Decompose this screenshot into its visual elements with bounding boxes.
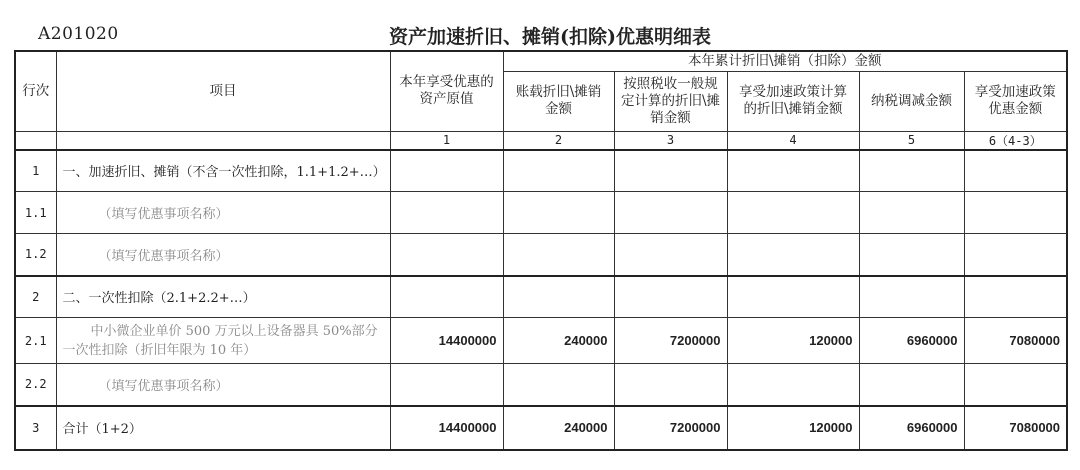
col-number: 5 <box>859 131 964 150</box>
form-title: 资产加速折旧、摊销(扣除)优惠明细表 <box>389 26 711 48</box>
row-no: 3 <box>15 406 56 450</box>
value-cell[interactable]: 14400000 <box>390 406 503 450</box>
header-col6: 享受加速政策优惠金额 <box>964 71 1067 131</box>
value-cell[interactable] <box>727 276 859 318</box>
value-cell[interactable] <box>503 192 614 234</box>
value-cell[interactable]: 120000 <box>727 318 859 364</box>
value-cell[interactable] <box>614 192 727 234</box>
row-no: 2.1 <box>15 318 56 364</box>
col-number: 6（4-3） <box>964 131 1067 150</box>
row-item: （填写优惠事项名称） <box>56 234 390 276</box>
table-row <box>15 364 1067 406</box>
table-row <box>15 318 1067 364</box>
value-cell[interactable]: 120000 <box>727 406 859 450</box>
row-no: 2.2 <box>15 364 56 406</box>
table-row <box>15 276 1067 318</box>
col-number: 1 <box>390 131 503 150</box>
col-number-blank <box>15 131 56 150</box>
col-number: 3 <box>614 131 727 150</box>
value-cell[interactable] <box>503 150 614 192</box>
value-cell[interactable] <box>503 364 614 406</box>
value-cell[interactable] <box>859 364 964 406</box>
value-cell[interactable]: 7080000 <box>964 406 1067 450</box>
row-no: 1.2 <box>15 234 56 276</box>
row-no: 2 <box>15 276 56 318</box>
value-cell[interactable] <box>614 276 727 318</box>
value-cell[interactable] <box>614 150 727 192</box>
value-cell[interactable] <box>503 276 614 318</box>
value-cell[interactable] <box>727 192 859 234</box>
value-cell[interactable] <box>964 234 1067 276</box>
value-cell[interactable]: 14400000 <box>390 318 503 364</box>
value-cell[interactable] <box>614 364 727 406</box>
value-cell[interactable]: 6960000 <box>859 318 964 364</box>
row-item: 合计（1+2） <box>56 406 390 450</box>
table-row <box>15 192 1067 234</box>
value-cell[interactable]: 240000 <box>503 406 614 450</box>
value-cell[interactable] <box>859 276 964 318</box>
value-cell[interactable] <box>390 234 503 276</box>
col-number-blank <box>56 131 390 150</box>
value-cell[interactable] <box>859 192 964 234</box>
row-no: 1.1 <box>15 192 56 234</box>
header-row-no: 行次 <box>15 51 56 131</box>
table-row <box>15 406 1067 450</box>
col-number: 2 <box>503 131 614 150</box>
value-cell[interactable] <box>503 234 614 276</box>
value-cell[interactable] <box>964 364 1067 406</box>
row-item: （填写优惠事项名称） <box>56 364 390 406</box>
row-item: （填写优惠事项名称） <box>56 192 390 234</box>
value-cell[interactable] <box>859 234 964 276</box>
header-item: 项目 <box>56 51 390 131</box>
header-col5: 纳税调减金额 <box>859 71 964 131</box>
value-cell[interactable] <box>390 276 503 318</box>
row-item: 二、一次性扣除（2.1+2.2+…） <box>56 276 390 318</box>
header-col1: 本年享受优惠的资产原值 <box>390 51 503 131</box>
value-cell[interactable] <box>727 234 859 276</box>
value-cell[interactable] <box>964 192 1067 234</box>
value-cell[interactable] <box>727 364 859 406</box>
value-cell[interactable] <box>859 150 964 192</box>
value-cell[interactable] <box>964 276 1067 318</box>
value-cell[interactable]: 6960000 <box>859 406 964 450</box>
header-col3: 按照税收一般规定计算的折旧\摊销金额 <box>614 71 727 131</box>
value-cell[interactable] <box>390 192 503 234</box>
header-col4: 享受加速政策计算的折旧\摊销金额 <box>727 71 859 131</box>
table-row <box>15 150 1067 192</box>
row-item: 中小微企业单价 500 万元以上设备器具 50%部分一次性扣除（折旧年限为 10 年） <box>56 318 390 364</box>
header-group: 本年累计折旧\摊销（扣除）金额 <box>503 51 1067 71</box>
value-cell[interactable]: 7200000 <box>614 318 727 364</box>
col-number: 4 <box>727 131 859 150</box>
header-col2: 账载折旧\摊销金额 <box>503 71 614 131</box>
value-cell[interactable]: 7080000 <box>964 318 1067 364</box>
form-code: A201020 <box>38 24 119 44</box>
row-item: 一、加速折旧、摊销（不含一次性扣除，1.1+1.2+…） <box>56 150 390 192</box>
value-cell[interactable] <box>964 150 1067 192</box>
value-cell[interactable] <box>390 150 503 192</box>
preferential-detail-table <box>14 50 1068 451</box>
value-cell[interactable] <box>614 234 727 276</box>
value-cell[interactable]: 7200000 <box>614 406 727 450</box>
value-cell[interactable] <box>390 364 503 406</box>
row-no: 1 <box>15 150 56 192</box>
value-cell[interactable] <box>727 150 859 192</box>
table-row <box>15 234 1067 276</box>
value-cell[interactable]: 240000 <box>503 318 614 364</box>
